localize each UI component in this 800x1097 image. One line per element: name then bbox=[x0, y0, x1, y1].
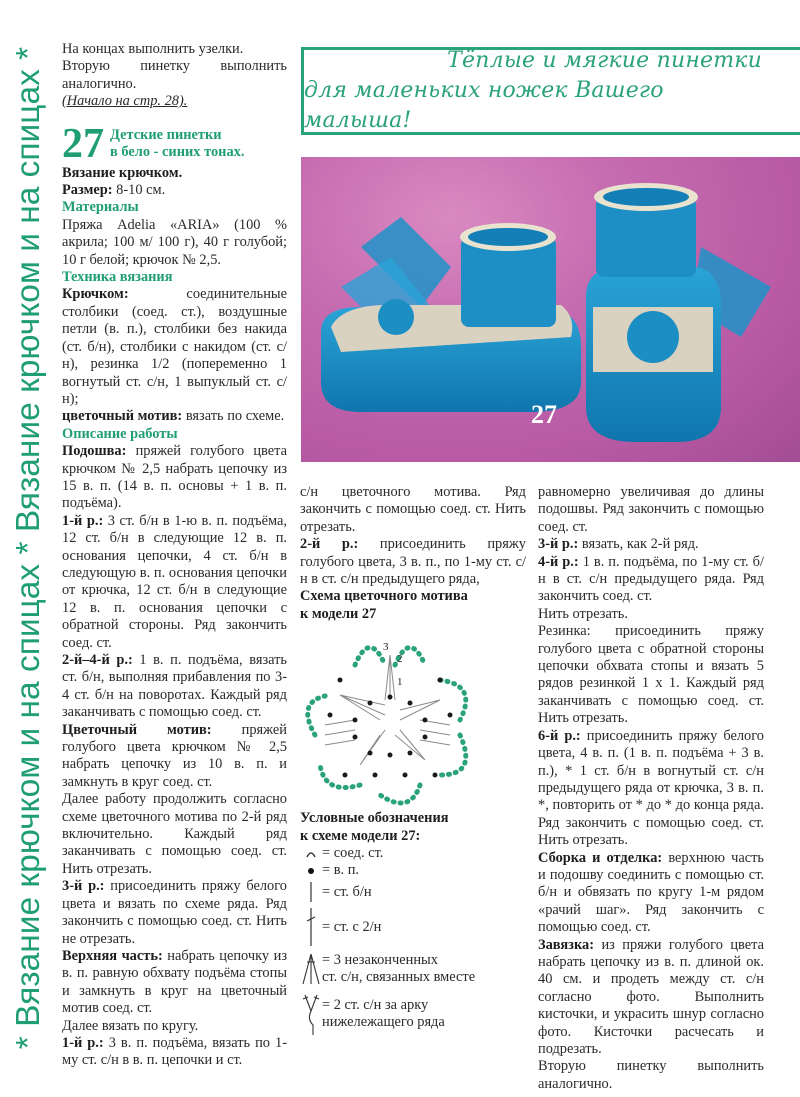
size-value: 8-10 см. bbox=[112, 182, 166, 199]
materials-text: Пряжа Adelia «ARIA» (100 % акрила; 100 м/ 100 г), 40 г голубой; 10 г белой; крючок № 2,5. bbox=[62, 216, 287, 268]
row-text: присоединить пряжу белого цвета и вязать по схеме ряда. Ряд закончить с помощью соед. ст. Нить не отрезать. bbox=[62, 878, 287, 947]
banner-line-2: для маленьких ножек Вашего малыша! bbox=[304, 78, 664, 133]
row-label: 1-й р.: bbox=[62, 1034, 104, 1051]
dot-icon bbox=[300, 866, 322, 876]
diagram-title: Схема цветочного мотива bbox=[300, 588, 468, 605]
technique-heading: Техника вязания bbox=[62, 269, 173, 286]
tie-label: Завязка: bbox=[538, 936, 595, 953]
assembly-text: верхнюю часть и подошву соединить с помощью ст. б/н и обвязать по кругу 1-м рядом «рачий шаг». Ряд закончить с помощью соед. ст. bbox=[538, 849, 764, 936]
line-icon bbox=[300, 881, 322, 903]
row-text: 1 в. п. подъёма, по 1-му ст. б/н в ст. с/н предыдущего ряда. Ряд закончить соед. ст. bbox=[538, 553, 764, 605]
intro-text: На концах выполнить узелки. bbox=[62, 41, 244, 57]
column-1 bbox=[62, 41, 287, 1070]
row-text: присоединить пряжу белого цвета, 4 в. п. (1 в. п. подъёма + 3 в. п.), * 1 ст. б/н в вогнутый ст. с/н предыдущего ряда от крючка, 3 в. п. *, повторить от * до * до конца ряда. Ряд закончить с помощью соед. ст. Нить отрезать. bbox=[538, 727, 764, 849]
diagram-label-2: 2 bbox=[397, 653, 403, 666]
round-text: Далее вязать по кругу. bbox=[62, 1017, 199, 1034]
legend-text: = ст. с 2/н bbox=[322, 918, 382, 935]
legend-text: = соед. ст. bbox=[322, 845, 384, 862]
hook-label: Крючком: bbox=[62, 286, 129, 303]
model-header bbox=[62, 120, 287, 167]
model-number: 27 bbox=[62, 120, 104, 167]
intro-text: Вторую пинетку выполнить аналогично. bbox=[62, 58, 287, 92]
assembly-label: Сборка и отделка: bbox=[538, 849, 663, 866]
row-label: 4-й р.: bbox=[538, 553, 579, 570]
section-title-vertical: * Вязание крючком и на спицах * Вязание крючком и на спицах * bbox=[10, 46, 47, 1050]
legend-item bbox=[300, 949, 526, 989]
row-label: 6-й р.: bbox=[538, 727, 581, 744]
tie-text: из пряжи голубого цвета набрать цепочку из в. п. длиной ок. 40 см. и продеть между ст. с/н согласно фото. Выполнить кисточки, и украсить шнур согласно фото. Кисточки расчесать и подрезать. bbox=[538, 936, 764, 1057]
legend-title: Условные обозначения bbox=[300, 810, 449, 827]
arc-icon bbox=[300, 849, 322, 859]
closing-text: Вторую пинетку выполнить аналогично. bbox=[538, 1058, 764, 1092]
v-stitch-icon bbox=[300, 991, 322, 1037]
legend-text: = 3 незаконченных ст. с/н, связанных вместе bbox=[322, 952, 476, 986]
materials-heading: Материалы bbox=[62, 199, 139, 216]
sole-label: Подошва: bbox=[62, 443, 127, 460]
flower-label: Цветочный мотив: bbox=[62, 721, 212, 738]
title-banner bbox=[301, 47, 800, 135]
model-title-line: в бело - синих тонах. bbox=[110, 143, 245, 160]
continued-text: с/н цветочного мотива. Ряд закончить с помощью соед. ст. Нить отрезать. bbox=[300, 484, 526, 535]
diagram-label-1: 1 bbox=[397, 676, 403, 689]
left-bootie bbox=[321, 217, 581, 412]
hook-text: соединительные столбики (соед. ст.), воздушные петли (в. п.), столбики без накида (ст. б/н), столбики с накидом (ст. с/н), резинка 1/2 (попеременно 1 вогнутый ст. с/н, 1 выпуклый ст. с/н); bbox=[62, 286, 287, 407]
flower-text: пряжей голубого цвета крючком № 2,5 набрать цепочку из 10 в. п. и замкнуть в круг соед. ст. bbox=[62, 721, 287, 790]
legend-subtitle: к схеме модели 27: bbox=[300, 827, 421, 844]
legend-text: = 2 ст. с/н за арку нижележащего ряда bbox=[322, 997, 445, 1031]
legend-item bbox=[300, 862, 526, 879]
row-label: 3-й р.: bbox=[62, 878, 105, 895]
photo-model-number: 27 bbox=[531, 400, 557, 429]
column-3 bbox=[538, 484, 764, 1093]
right-bootie bbox=[586, 183, 771, 442]
size-label: Размер: bbox=[62, 182, 113, 199]
flower-motif-diagram bbox=[300, 625, 480, 810]
row-label: 3-й р.: bbox=[538, 536, 579, 553]
motif-label: цветочный мотив: bbox=[62, 408, 183, 425]
upper-text: набрать цепочку из в. п. равную обхвату подъёма стопы и замкнуть в круг на цветочный мотив соед. ст. bbox=[62, 947, 287, 1017]
row-text: 3 ст. б/н в 1-ю в. п. подъёма, 12 ст. б/н в следующие 12 в. п. основания цепочки, 4 ст. б/н в следующую в. п. основания цепочки от крючка, 12 ст. б/н в следующие 12 в. п. основания цепочки с обратной стороны. Ряд закончить соед. ст. bbox=[62, 512, 287, 651]
legend-text: = в. п. bbox=[322, 862, 360, 879]
booties-photo bbox=[301, 157, 800, 462]
row-text: вязать, как 2-й ряд. bbox=[578, 536, 699, 553]
cut-text: Нить отрезать. bbox=[538, 605, 628, 622]
diagram-label-3: 3 bbox=[383, 641, 389, 654]
row-text: 3 в. п. подъёма, вязать по 1-му ст. с/н в в. п. цепочки и ст. bbox=[62, 1034, 287, 1069]
legend-item bbox=[300, 845, 526, 862]
row-text: 1 в. п. подъёма, вязать ст. б/н, выполняя прибавления по 3-4 ст. б/н на поворотах. Каждый ряд заканчивать с помощью соед. ст. bbox=[62, 652, 287, 721]
row-label: 2-й р.: bbox=[300, 536, 359, 553]
diagram-subtitle: к модели 27 bbox=[300, 605, 377, 622]
description-heading: Описание работы bbox=[62, 425, 178, 442]
legend-item bbox=[300, 879, 526, 905]
banner-line-1: Тёплые и мягкие пинетки bbox=[447, 48, 762, 73]
legend-item bbox=[300, 905, 526, 949]
sole-text: пряжей голубого цвета крючком № 2,5 набрать цепочку из 15 в. п. (14 в. п. основы + 1 в. п. подъёма). bbox=[62, 443, 287, 512]
legend-item bbox=[300, 989, 526, 1039]
upper-label: Верхняя часть: bbox=[62, 947, 163, 964]
row-text: присоединить пряжу голубого цвета, 3 в. п., по 1-му ст. с/н в ст. с/н предыдущего ряда, bbox=[300, 536, 526, 588]
legend-text: = ст. б/н bbox=[322, 883, 372, 900]
further-text: Далее работу продолжить согласно схеме цветочного мотива по 2-й ряд включительно. Каждый ряд заканчивать с помощью соед. ст. Нить отрезать. bbox=[62, 791, 287, 877]
side-strip bbox=[0, 0, 58, 1097]
cluster-icon bbox=[300, 952, 322, 986]
crossed-line-icon bbox=[300, 907, 322, 947]
model-title bbox=[110, 127, 244, 161]
motif-text: вязать по схеме. bbox=[182, 408, 285, 425]
model-title-line: Детские пинетки bbox=[110, 126, 222, 143]
row-label: 1-й р.: bbox=[62, 512, 104, 529]
continued-link[interactable]: (Начало на стр. 28). bbox=[62, 93, 188, 110]
row-label: 2-й–4-й р.: bbox=[62, 652, 133, 668]
column-2 bbox=[300, 484, 526, 1039]
rib-text: Резинка: присоединить пряжу голубого цвета с обратной стороны цепочки обхвата стопы и вязать 5 рядов резинкой 1 х 1. Каждый ряд заканчивать с помощью соед. ст. Нить отрезать. bbox=[538, 623, 764, 727]
technique-line: Вязание крючком. bbox=[62, 164, 183, 181]
continued-text: равномерно увеличивая до длины подошвы. Ряд закончить с помощью соед. ст. bbox=[538, 484, 764, 535]
